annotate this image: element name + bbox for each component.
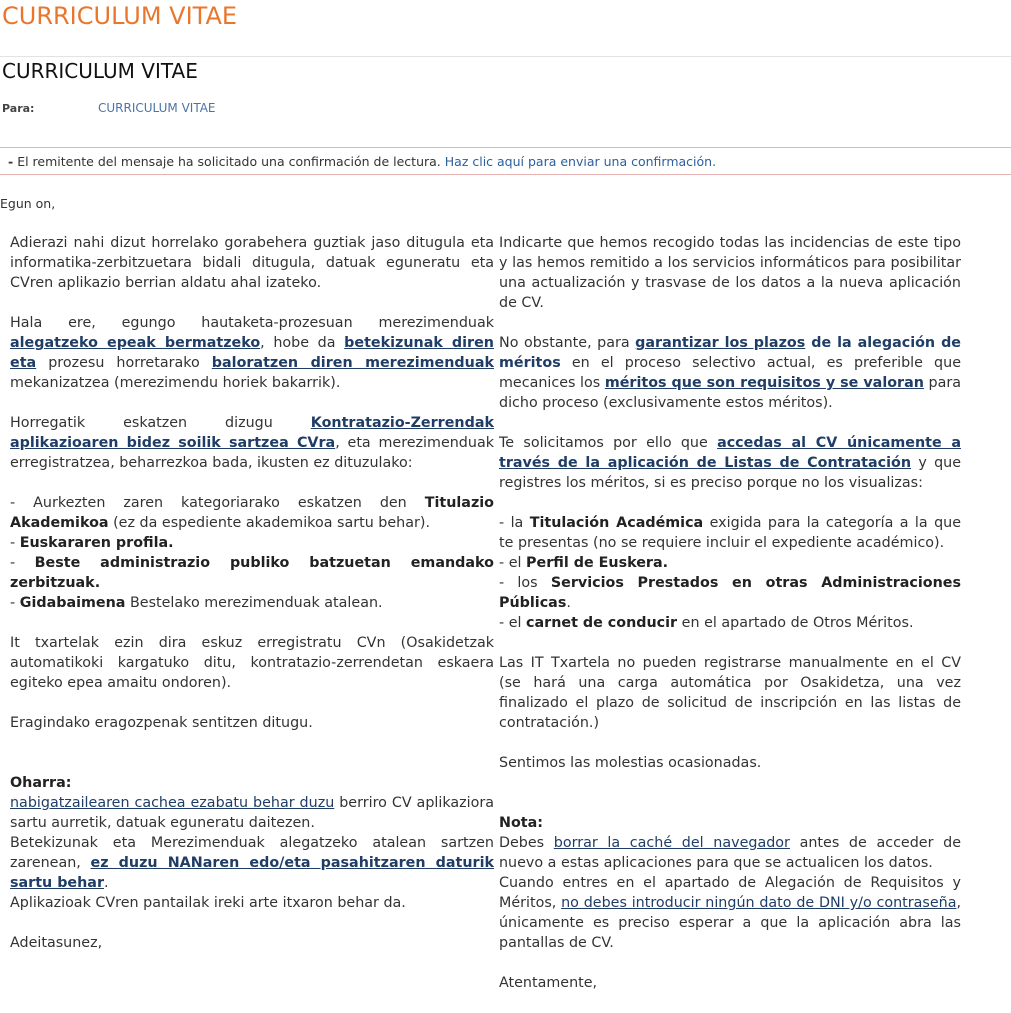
- right-paragraph-2: [499, 333, 961, 413]
- text: en el proceso selectivo actual, es preferible que mecanices los: [499, 355, 961, 391]
- underlined-text: accedas al CV únicamente a través de la aplicación de Listas de Contratación: [499, 435, 962, 471]
- left-paragraph-6: Eragindako eragozpenak sentitzen ditugu.: [10, 715, 313, 731]
- left-list-item-4: [10, 593, 494, 613]
- right-note-1: [499, 833, 961, 873]
- underlined-text: nabigatzailearen cachea ezabatu behar duzu: [10, 795, 335, 811]
- spanish-column: [499, 233, 961, 1013]
- left-note-2: [10, 833, 494, 893]
- left-paragraph-3: [10, 413, 494, 473]
- text: Betekizunak eta Merezimenduak alegatzeko atalean sartzen zarenean,: [10, 835, 494, 871]
- text: - la: [499, 515, 530, 531]
- right-note-title: Nota:: [499, 815, 543, 831]
- underlined-text: baloratzen diren merezimenduak: [211, 355, 494, 371]
- left-note-3: Aplikazioak CVren pantailak ireki arte itxaron behar da.: [10, 895, 406, 911]
- bold-text: Perfil de Euskera.: [526, 555, 669, 571]
- left-list-item-2: [10, 533, 494, 553]
- left-note-title: Oharra:: [10, 775, 72, 791]
- right-list-item-3: [499, 573, 961, 613]
- recipient-row: [2, 101, 216, 115]
- underlined-text: no debes introducir ningún dato de DNI y/o contraseña: [561, 895, 957, 911]
- bold-text: Beste administrazio publiko batzuetan emandako zerbitzuak.: [10, 555, 494, 591]
- left-list-item-1: [10, 493, 494, 533]
- text: - el: [499, 615, 527, 631]
- right-list-item-1: [499, 513, 961, 553]
- text: .: [104, 875, 109, 891]
- header-divider: [0, 56, 1011, 57]
- bold-text: Servicios Prestados en otras Administraciones Públicas: [499, 575, 961, 611]
- text: Horregatik eskatzen dizugu: [10, 415, 311, 431]
- right-closing: Atentamente,: [499, 975, 598, 991]
- right-paragraph-3: [499, 433, 961, 493]
- bold-text: Titulazio Akademikoa: [10, 495, 494, 531]
- send-receipt-link[interactable]: Haz clic aquí para enviar una confirmación.: [444, 154, 717, 169]
- read-receipt-banner: [0, 147, 1011, 175]
- text: Te solicitamos por ello que: [499, 435, 718, 451]
- left-paragraph-2: [10, 313, 494, 393]
- right-note-2: [499, 873, 961, 953]
- underlined-text: méritos que son requisitos y se valoran: [604, 375, 924, 391]
- bold-text: de la alegación de méritos: [499, 335, 961, 371]
- right-paragraph-5: Las IT Txartela no pueden registrarse manualmente en el CV (se hará una carga automática por Osakidetza, una vez finalizado el plazo de solicitud de inscripción en las listas de contratación.): [499, 655, 961, 731]
- basque-column: [10, 233, 494, 973]
- text: , eta merezimenduak erregistratzea, beharrezkoa bada, ikusten ez dituzulako:: [10, 435, 494, 471]
- underlined-text: ez duzu NANaren edo/eta pasahitzaren daturik sartu behar: [10, 855, 494, 891]
- bold-text: Titulación Académica: [529, 515, 704, 531]
- text: prozesu horretarako: [36, 355, 212, 371]
- text: -: [10, 595, 20, 611]
- left-paragraph-1: Adierazi nahi dizut horrelako gorabehera guztiak jaso ditugula eta informatika-zerbitzuetara bidali ditugula, datuak eguneratu eta CVren aplikazio berrian aldatu ahal izateko.: [10, 235, 494, 291]
- text: , únicamente es preciso esperar a que la aplicación abra las pantallas de CV.: [499, 895, 962, 951]
- text: Debes: [499, 835, 554, 851]
- left-note-1: [10, 793, 494, 833]
- text: (ez da espediente akademikoa sartu behar).: [108, 515, 430, 531]
- recipient-name[interactable]: CURRICULUM VITAE: [98, 101, 216, 115]
- right-paragraph-6: Sentimos las molestias ocasionadas.: [499, 755, 762, 771]
- text: Cuando entres en el apartado de Alegación de Requisitos y Méritos,: [499, 875, 961, 911]
- window-title: CURRICULUM VITAE: [2, 2, 238, 30]
- bold-text: Gidabaimena: [19, 595, 126, 611]
- left-paragraph-5: It txartelak ezin dira eskuz erregistratu CVn (Osakidetzak automatikoki kargatuko ditu, kontratazio-zerrendetan eskaera egiteko epea amaitu ondoren).: [10, 635, 494, 691]
- text: - el: [499, 555, 527, 571]
- text: -: [10, 555, 35, 571]
- greeting: Egun on,: [0, 196, 56, 211]
- right-list-item-2: [499, 553, 961, 573]
- read-receipt-notice: El remitente del mensaje ha solicitado una confirmación de lectura.: [17, 154, 441, 169]
- bold-text: Euskararen profila.: [19, 535, 174, 551]
- text: antes de acceder de nuevo a estas aplicaciones para que se actualicen los datos.: [499, 835, 962, 871]
- text: berriro CV aplikaziora sartu aurretik, datuak eguneratu daitezen.: [10, 795, 494, 831]
- underlined-text: alegatzeko epeak bermatzeko: [10, 335, 261, 351]
- text: .: [566, 595, 571, 611]
- right-list-item-4: [499, 613, 961, 633]
- underlined-text: borrar la caché del navegador: [553, 835, 790, 851]
- text: exigida para la categoría a la que te presentas (no se requiere incluir el expediente académico).: [499, 515, 962, 551]
- text: mekanizatzea (merezimendu horiek bakarrik).: [10, 375, 341, 391]
- text: - los: [499, 575, 551, 591]
- text: No obstante, para: [499, 335, 636, 351]
- text: en el apartado de Otros Méritos.: [677, 615, 914, 631]
- left-list-item-3: [10, 553, 494, 593]
- underlined-text: betekizunak diren eta: [10, 335, 494, 371]
- underlined-text: Kontratazio-Zerrendak aplikazioaren bidez soilik sartzea CVra: [10, 415, 494, 451]
- banner-dash-icon: -: [8, 154, 14, 169]
- text: Hala ere, egungo hautaketa-prozesuan merezimenduak: [10, 315, 494, 331]
- underlined-text: garantizar los plazos: [635, 335, 806, 351]
- text: - Aurkezten zaren kategoriarako eskatzen den: [10, 495, 425, 511]
- right-paragraph-1: Indicarte que hemos recogido todas las incidencias de este tipo y las hemos remitido a los servicios informáticos para posibilitar una actualización y trasvase de los datos a la nueva aplicación de CV.: [499, 235, 961, 311]
- text: , hobe da: [260, 335, 345, 351]
- text: -: [10, 535, 20, 551]
- to-label: Para:: [2, 102, 35, 115]
- text: Bestelako merezimenduak atalean.: [125, 595, 383, 611]
- message-subject: CURRICULUM VITAE: [2, 59, 198, 83]
- text: y que registres los méritos, si es preciso porque no los visualizas:: [499, 455, 961, 491]
- text: para dicho proceso (exclusivamente estos méritos).: [499, 375, 961, 411]
- bold-text: carnet de conducir: [526, 615, 678, 631]
- left-closing: Adeitasunez,: [10, 935, 103, 951]
